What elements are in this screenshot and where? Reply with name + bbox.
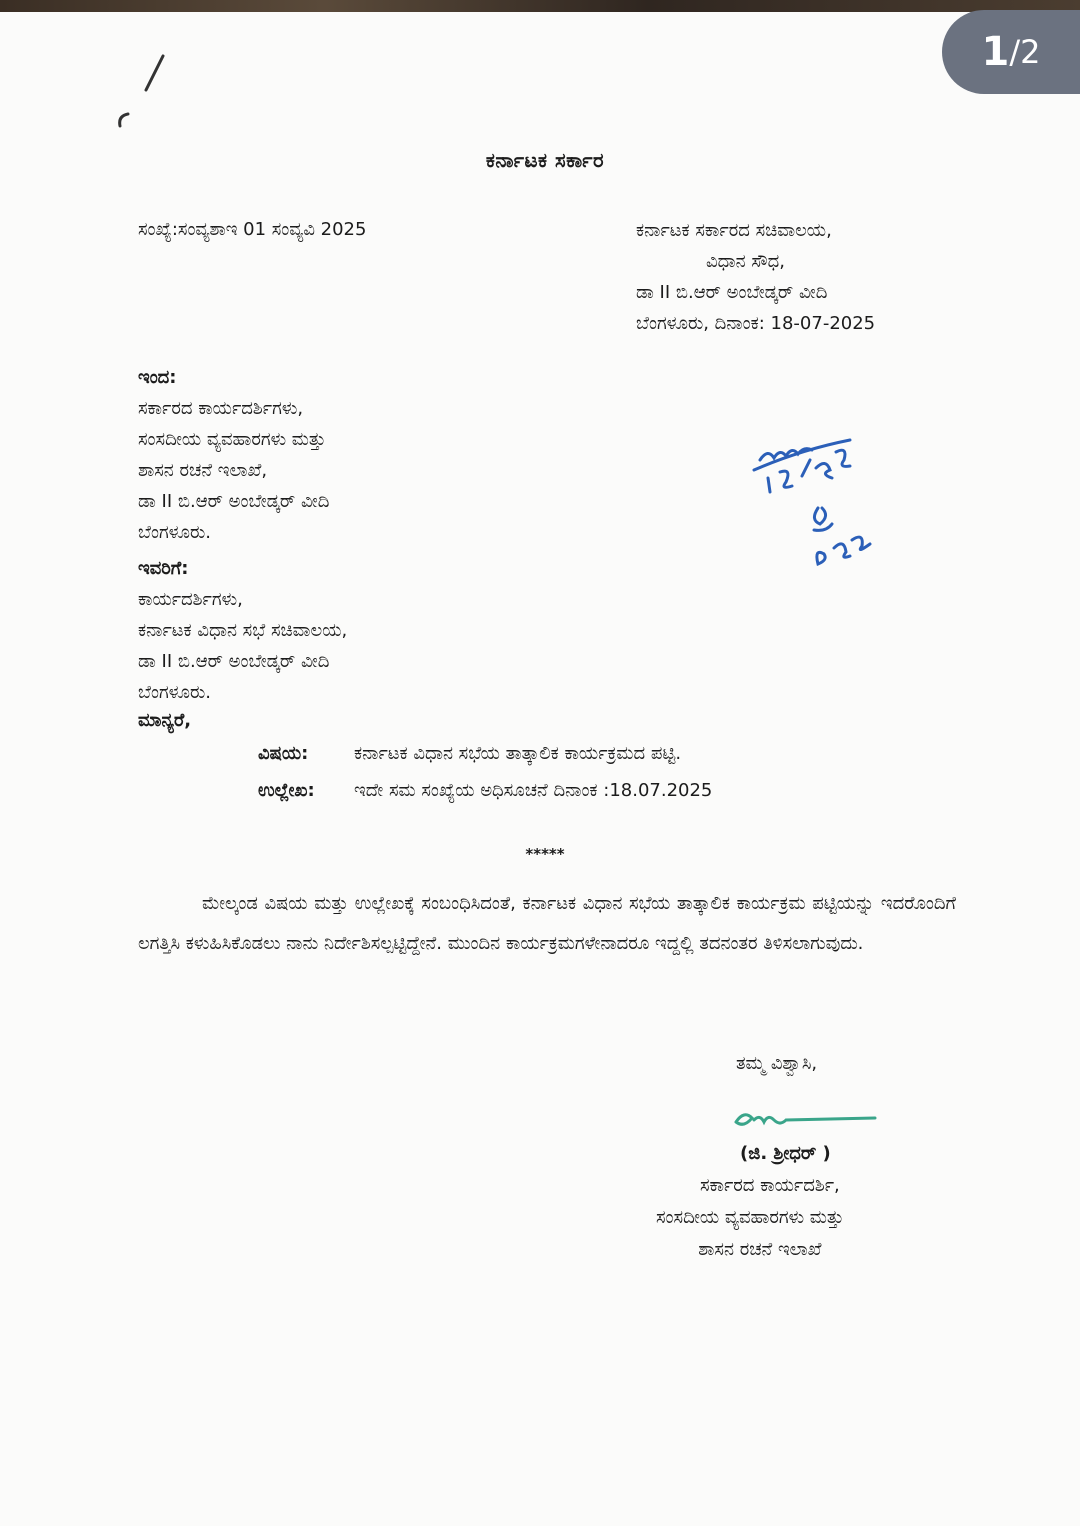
from-address-line: ಶಾಸನ ರಚನೆ ಇಲಾಖೆ, bbox=[138, 460, 268, 481]
salutation: ಮಾನ್ಯರೆ, bbox=[138, 710, 192, 731]
section-separator: ***** bbox=[525, 845, 565, 863]
from-address-line: ಸರ್ಕಾರದ ಕಾರ್ಯದರ್ಶಿಗಳು, bbox=[138, 398, 304, 419]
to-label: ಇವರಿಗೆ: bbox=[138, 558, 189, 579]
to-address-line: ಕರ್ನಾಟಕ ವಿಧಾನ ಸಭೆ ಸಚಿವಾಲಯ, bbox=[138, 620, 348, 641]
sender-address-line: ಕರ್ನಾಟಕ ಸರ್ಕಾರದ ಸಚಿವಾಲಯ, bbox=[636, 220, 832, 241]
reference-row bbox=[258, 775, 712, 806]
from-address-line: ಸಂಸದೀಯ ವ್ಯವಹಾರಗಳು ಮತ್ತು bbox=[138, 429, 326, 450]
letter-heading: ಕರ್ನಾಟಕ ಸರ್ಕಾರ bbox=[485, 148, 605, 172]
subject-label: ವಿಷಯ: bbox=[258, 743, 309, 764]
from-label: ಇಂದ: bbox=[138, 367, 177, 388]
subject-text: ಕರ್ನಾಟಕ ವಿಧಾನ ಸಭೆಯ ತಾತ್ಕಾಲಿಕ ಕಾರ್ಯಕ್ರಮದ ಪಟ್ಟಿ. bbox=[354, 743, 682, 764]
handwritten-note-icon bbox=[740, 420, 900, 600]
from-address-line: ಬೆಂಗಳೂರು. bbox=[138, 522, 211, 543]
signatory-designation bbox=[656, 1170, 844, 1266]
sender-address-line: ಬೆಂಗಳೂರು, ದಿನಾಂಕ: 18-07-2025 bbox=[636, 313, 876, 334]
from-address-line: ಡಾ II ಬಿ.ಆರ್ ಅಂಬೇಡ್ಕರ್ ವೀದಿ bbox=[138, 491, 330, 512]
page-counter-badge bbox=[942, 10, 1080, 94]
designation-line: ಸಂಸದೀಯ ವ್ಯವಹಾರಗಳು ಮತ್ತು bbox=[656, 1207, 844, 1228]
photo-edge bbox=[0, 0, 1080, 12]
to-address-block bbox=[138, 553, 347, 708]
current-page-number: 1 bbox=[981, 29, 1010, 75]
sender-address-line: ಡಾ II ಬಿ.ಆರ್ ಅಂಬೇಡ್ಕರ್ ವೀದಿ bbox=[636, 282, 828, 303]
sender-address bbox=[636, 215, 875, 339]
signatory-name: (ಜಿ. ಶ್ರೀಧರ್ ) bbox=[740, 1143, 831, 1164]
total-pages-number: 2 bbox=[1020, 33, 1041, 71]
to-address-line: ಬೆಂಗಳೂರು. bbox=[138, 682, 211, 703]
pen-mark-icon bbox=[108, 50, 178, 140]
reference-text: ಇದೇ ಸಮ ಸಂಖ್ಯೆಯ ಅಧಿಸೂಚನೆ ದಿನಾಂಕ :18.07.2025 bbox=[354, 780, 713, 801]
reference-label: ಉಲ್ಲೇಖ: bbox=[258, 780, 315, 801]
sender-address-line: ವಿಧಾನ ಸೌಧ, bbox=[706, 251, 785, 272]
to-address-line: ಕಾರ್ಯದರ್ಶಿಗಳು, bbox=[138, 589, 243, 610]
subject-reference-block bbox=[258, 738, 712, 806]
reference-number: ಸಂಖ್ಯೆ:ಸಂವ್ಯಶಾಇ 01 ಸಂವ್ಯವಿ 2025 bbox=[138, 219, 367, 240]
closing-phrase: ತಮ್ಮ ವಿಶ್ವಾಸಿ, bbox=[736, 1053, 818, 1074]
designation-line: ಸರ್ಕಾರದ ಕಾರ್ಯದರ್ಶಿ, bbox=[699, 1175, 840, 1196]
letter-body: ಮೇಲ್ಕಂಡ ವಿಷಯ ಮತ್ತು ಉಲ್ಲೇಖಕ್ಕೆ ಸಂಬಂಧಿಸಿದಂತೆ, ಕರ್ನಾಟಕ ವಿಧಾನ ಸಭೆಯ ತಾತ್ಕಾಲಿಕ ಕಾರ್ಯಕ್ರಮ ಪಟ್ಟಿಯನ್ನು ಇದರೊಂದಿಗೆ ಲಗತ್ತಿಸಿ ಕಳುಹಿಸಿಕೊಡಲು ನಾನು ನಿರ್ದೇಶಿಸಲ್ಪಟ್ಟಿದ್ದೇನೆ. ಮುಂದಿನ ಕಾರ್ಯಕ್ರಮಗಳೇನಾದರೂ ಇದ್ದಲ್ಲಿ ತದನಂತರ ತಿಳಿಸಲಾಗುವುದು. bbox=[138, 893, 956, 954]
designation-line: ಶಾಸನ ರಚನೆ ಇಲಾಖೆ bbox=[698, 1239, 822, 1260]
to-address-line: ಡಾ II ಬಿ.ಆರ್ ಅಂಬೇಡ್ಕರ್ ವೀದಿ bbox=[138, 651, 330, 672]
page-separator: / bbox=[1009, 33, 1021, 71]
subject-row bbox=[258, 738, 712, 769]
from-address-block bbox=[138, 362, 329, 548]
signature-icon bbox=[730, 1104, 880, 1134]
